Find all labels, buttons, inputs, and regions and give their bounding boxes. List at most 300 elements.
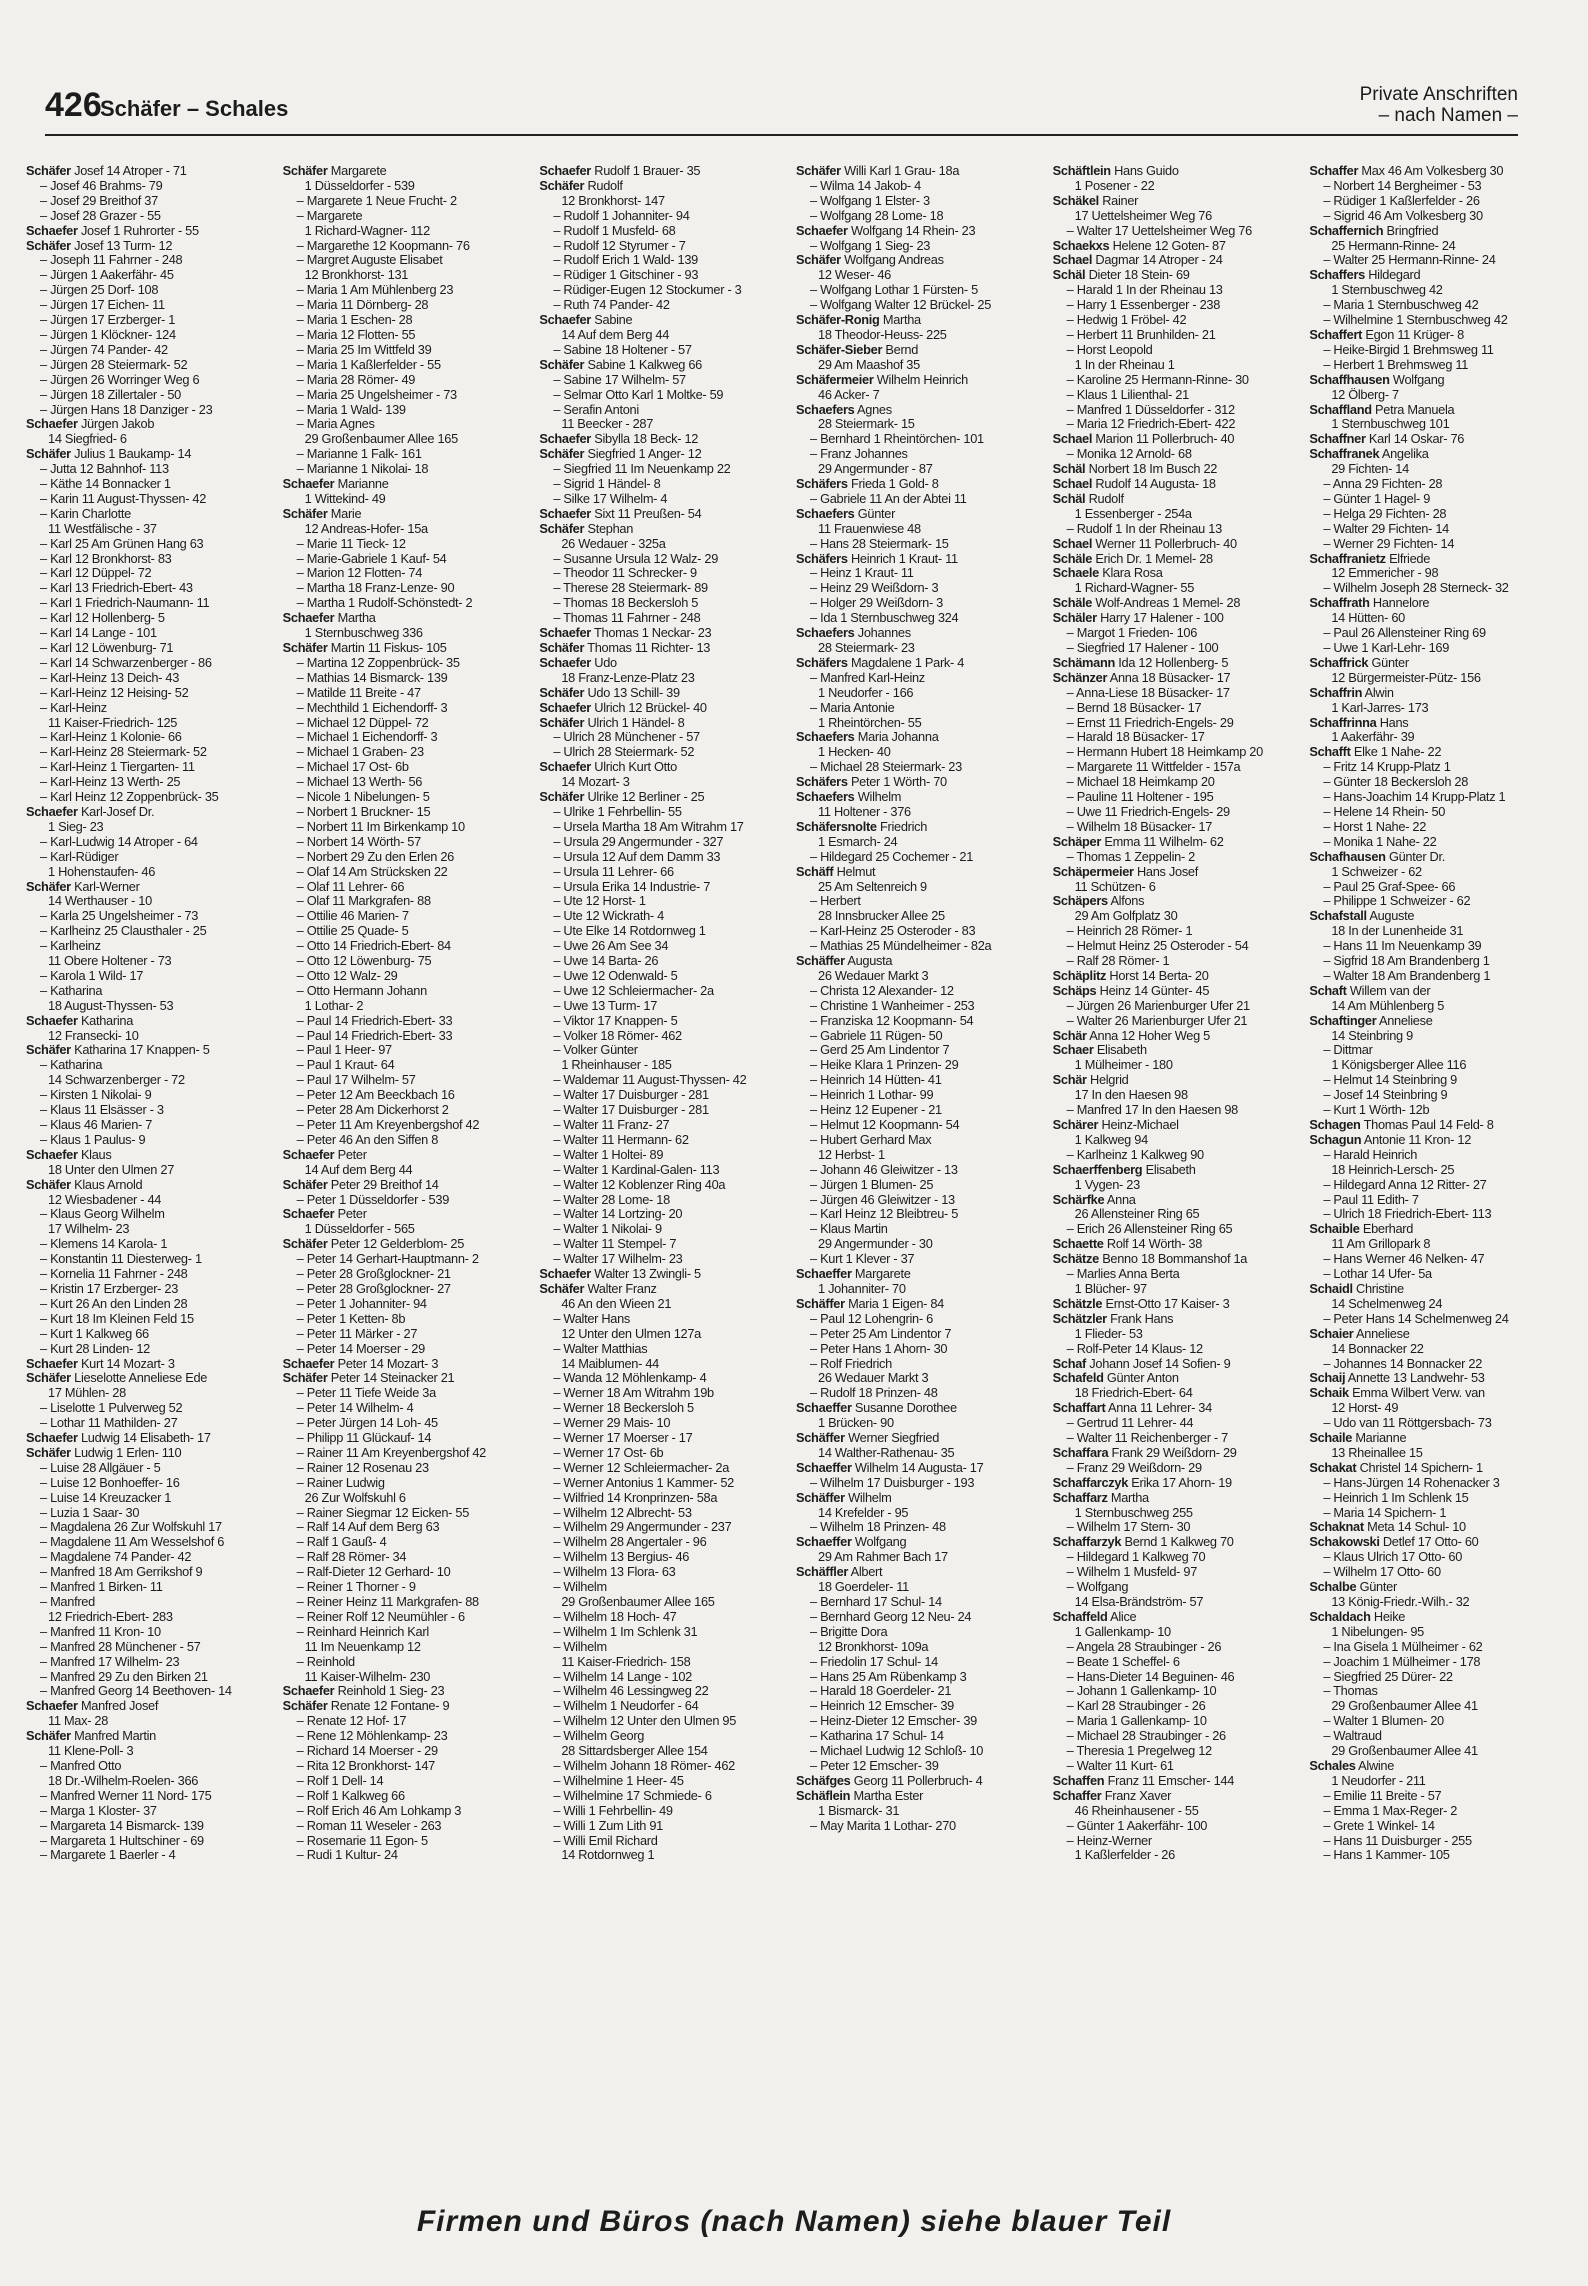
entry-details: – Walter 18 Am Brandenberg 1 <box>1323 967 1491 983</box>
directory-entry <box>26 805 277 820</box>
entry-details: Hannelore <box>1372 595 1430 611</box>
entry-details: – Käthe 14 Bonnacker 1 <box>40 476 171 492</box>
directory-entry <box>26 1684 277 1699</box>
entry-details: – Hans 11 Duisburger - 255 <box>1323 1832 1472 1848</box>
directory-entry <box>796 984 1047 999</box>
entry-details: Lieselotte Anneliese Ede <box>74 1370 208 1386</box>
entry-details: 26 Wedauer - 325a <box>561 535 666 551</box>
entry-details: – Wilhelm 13 Bergius- 46 <box>553 1549 690 1565</box>
entry-details: 11 Im Neuenkamp 12 <box>304 1638 421 1654</box>
entry-details: – Herbert 1 Brehmsweg 11 <box>1323 356 1469 372</box>
entry-details: – Klaus 11 Elsässer - 3 <box>40 1102 164 1118</box>
entry-details: – Peter 11 Märker - 27 <box>296 1325 418 1341</box>
entry-surname: Schaefer <box>539 1266 591 1282</box>
entry-details: Frieda 1 Gold- 8 <box>850 476 939 492</box>
directory-entry <box>1309 1088 1560 1103</box>
directory-entry <box>26 1357 277 1372</box>
entry-details: – Rosemarie 11 Egon- 5 <box>296 1832 428 1848</box>
entry-details: – Olaf 11 Lehrer- 66 <box>296 878 405 894</box>
entry-details: – Gertrud 11 Lehrer- 44 <box>1066 1415 1194 1431</box>
entry-surname: Schäplitz <box>1052 967 1107 983</box>
directory-entry <box>539 1446 790 1461</box>
directory-entry <box>26 462 277 477</box>
entry-surname: Schäfer <box>26 164 71 178</box>
directory-entry <box>1309 969 1560 984</box>
entry-details: – Rolf-Peter 14 Klaus- 12 <box>1066 1340 1203 1356</box>
directory-entry <box>539 224 790 239</box>
directory-entry <box>1309 1357 1560 1372</box>
directory-entry <box>539 343 790 358</box>
entry-surname: Schäfer <box>282 1236 328 1252</box>
directory-entry <box>26 1103 277 1118</box>
entry-details: – Franz 29 Weißdorn- 29 <box>1066 1459 1202 1475</box>
directory-entry <box>796 224 1047 239</box>
entry-details: 14 Hütten- 60 <box>1331 610 1405 626</box>
entry-details: – Manfred <box>40 1594 95 1609</box>
entry-details: 1 Flieder- 53 <box>1074 1325 1143 1341</box>
entry-details: Hans <box>1379 714 1409 730</box>
entry-details: – Gabriele 11 Rügen- 50 <box>810 1027 943 1043</box>
directory-entry <box>283 1088 534 1103</box>
directory-entry <box>283 1714 534 1729</box>
directory-entry <box>283 1207 534 1222</box>
entry-details: – Bernd 18 Büsacker- 17 <box>1066 699 1202 715</box>
entry-surname: Schaefers <box>796 625 855 641</box>
entry-details: – Ralf 28 Römer- 1 <box>1066 953 1170 969</box>
entry-details: – Peter Hans 14 Schelmenweg 24 <box>1323 1310 1509 1326</box>
entry-details: – Michael 1 Graben- 23 <box>296 744 424 760</box>
entry-details: – Theresia 1 Pregelweg 12 <box>1066 1743 1212 1759</box>
entry-details: Antonie 11 Kron- 12 <box>1363 1131 1472 1147</box>
directory-entry <box>539 1610 790 1625</box>
directory-entry <box>539 403 790 418</box>
entry-details: – Walter 17 Duisburger - 281 <box>553 1102 709 1118</box>
directory-entry <box>539 1178 790 1193</box>
entry-surname: Schäl <box>1052 490 1086 506</box>
directory-entry <box>796 790 1047 805</box>
directory-entry <box>796 686 1047 701</box>
entry-details: – Michael 13 Werth- 56 <box>296 774 423 790</box>
entry-details: – Reinhard Heinrich Karl <box>296 1623 429 1639</box>
directory-entry <box>1053 999 1304 1014</box>
directory-entry <box>26 1535 277 1550</box>
entry-details: 18 Friedrich-Ebert- 64 <box>1074 1385 1193 1401</box>
directory-entry <box>796 1401 1047 1416</box>
directory-entry <box>283 552 534 567</box>
directory-entry <box>796 1416 1047 1431</box>
entry-details: 1 Rheinhauser - 185 <box>561 1057 672 1073</box>
directory-entry <box>539 1431 790 1446</box>
entry-details: 17 Uettelsheimer Weg 76 <box>1074 207 1212 223</box>
directory-entry <box>1053 209 1304 224</box>
directory-entry <box>539 1655 790 1670</box>
entry-details: – Jürgen 1 Klöckner- 124 <box>40 326 176 342</box>
directory-entry <box>1309 358 1560 373</box>
directory-entry <box>796 850 1047 865</box>
directory-entry <box>26 1014 277 1029</box>
entry-details: – Margarete 11 Wittfelder - 157a <box>1066 759 1241 775</box>
entry-details: – Margareta 1 Hultschiner - 69 <box>40 1832 204 1848</box>
entry-details: – Bernhard 1 Rheintörchen- 101 <box>810 431 984 447</box>
entry-details: – Heinrich 14 Hütten- 41 <box>810 1072 942 1088</box>
entry-surname: Schäfers <box>796 550 848 566</box>
entry-details: 13 König-Friedr.-Wilh.- 32 <box>1331 1594 1470 1609</box>
entry-details: Josef 14 Atroper - 71 <box>74 164 187 178</box>
entry-details: – Uwe 26 Am See 34 <box>553 938 669 954</box>
directory-entry <box>283 1148 534 1163</box>
entry-details: – Klaus Martin <box>810 1221 888 1237</box>
directory-entry <box>283 969 534 984</box>
entry-details: – Sigrid 46 Am Volkesberg 30 <box>1323 207 1483 223</box>
entry-details: – Ottilie 25 Quade- 5 <box>296 923 409 939</box>
directory-entry <box>1053 1088 1304 1103</box>
entry-details: – Maria 14 Spichern- 1 <box>1323 1504 1447 1520</box>
entry-details: 14 Werthauser - 10 <box>48 893 152 909</box>
directory-entry <box>283 805 534 820</box>
directory-entry <box>283 1103 534 1118</box>
directory-entry <box>1053 253 1304 268</box>
directory-entry <box>1309 1565 1560 1580</box>
directory-entry <box>26 880 277 895</box>
entry-details: 14 Auf dem Berg 44 <box>561 326 670 342</box>
entry-details: Martha <box>1110 1489 1149 1505</box>
entry-details: – Theodor 11 Schrecker- 9 <box>553 565 697 581</box>
entry-details: – Peter Jürgen 14 Loh- 45 <box>296 1415 438 1431</box>
entry-details: Christine <box>1356 1280 1404 1296</box>
directory-entry <box>26 1819 277 1834</box>
entry-details: Erika 17 Ahorn- 19 <box>1131 1474 1232 1490</box>
entry-details: – Karl-Heinz 1 Tiergarten- 11 <box>40 759 195 775</box>
directory-entry <box>283 880 534 895</box>
directory-entry <box>539 730 790 745</box>
directory-entry <box>796 1133 1047 1148</box>
directory-entry <box>26 1133 277 1148</box>
entry-details: 18 In der Lunenheide 31 <box>1331 923 1464 939</box>
directory-entry <box>283 462 534 477</box>
entry-details: – Hans 28 Steiermark- 15 <box>810 535 949 551</box>
entry-details: – Anna-Liese 18 Büsacker- 17 <box>1066 684 1230 700</box>
directory-entry <box>283 209 534 224</box>
entry-details: – Walter 14 Lortzing- 20 <box>553 1206 683 1222</box>
directory-entry <box>539 790 790 805</box>
directory-entry <box>539 1207 790 1222</box>
entry-details: Ulrich Kurt Otto <box>594 759 677 775</box>
entry-details: – Klaus 46 Marien- 7 <box>40 1117 153 1132</box>
entry-details: 29 Am Maashof 35 <box>818 356 920 372</box>
directory-entry <box>283 403 534 418</box>
entry-details: – Heinz 29 Weißdorn- 3 <box>810 580 939 596</box>
directory-entry <box>539 1029 790 1044</box>
directory-entry <box>1309 1446 1560 1461</box>
directory-entry <box>283 1133 534 1148</box>
directory-entry <box>1053 954 1304 969</box>
directory-entry <box>796 1088 1047 1103</box>
directory-entry <box>539 1535 790 1550</box>
entry-surname: Schätzle <box>1052 1295 1103 1311</box>
entry-details: 28 Sittardsberger Allee 154 <box>561 1743 708 1759</box>
entry-details: 1 Sternbuschweg 336 <box>304 625 423 641</box>
entry-surname: Schael <box>1052 431 1093 447</box>
directory-entry <box>796 1207 1047 1222</box>
entry-details: – Marie 11 Tieck- 12 <box>296 535 406 551</box>
entry-surname: Schäfges <box>796 1772 851 1788</box>
directory-entry <box>796 522 1047 537</box>
entry-details: – Herbert <box>810 893 861 909</box>
directory-entry <box>1053 1312 1304 1327</box>
entry-surname: Schaefer <box>26 803 78 819</box>
directory-entry <box>1309 1491 1560 1506</box>
entry-details: – Manfred 17 Wilhelm- 23 <box>40 1653 180 1669</box>
entry-details: – Margot 1 Frieden- 106 <box>1066 625 1198 641</box>
directory-entry <box>796 373 1047 388</box>
directory-entry <box>1053 552 1304 567</box>
directory-entry <box>1309 894 1560 909</box>
directory-entry <box>1053 1058 1304 1073</box>
entry-details: – Kurt 18 Im Kleinen Feld 15 <box>40 1310 194 1326</box>
entry-details: Udo <box>594 654 617 670</box>
directory-entry <box>26 656 277 671</box>
entry-details: Bernd <box>885 341 919 357</box>
directory-entry <box>283 581 534 596</box>
entry-details: – Peter 14 Moerser - 29 <box>296 1340 425 1356</box>
entry-details: – Katharina <box>40 982 103 998</box>
entry-details: Harry 17 Halener - 100 <box>1100 610 1224 626</box>
directory-entry <box>796 1595 1047 1610</box>
entry-details: 14 Steinbring 9 <box>1331 1027 1413 1043</box>
entry-details: Dieter 18 Stein- 69 <box>1088 267 1190 283</box>
directory-entry <box>1309 432 1560 447</box>
entry-details: 14 Krefelder - 95 <box>818 1504 909 1520</box>
entry-details: – Ralf-Dieter 12 Gerhard- 10 <box>296 1564 451 1580</box>
directory-entry <box>283 447 534 462</box>
directory-entry <box>26 239 277 254</box>
entry-details: Christel 14 Spichern- 1 <box>1359 1459 1483 1475</box>
entry-surname: Schäffer <box>796 1430 845 1446</box>
directory-entry <box>1309 403 1560 418</box>
entry-details: 11 Max- 28 <box>48 1713 109 1729</box>
directory-entry <box>796 1342 1047 1357</box>
directory-entry <box>539 1476 790 1491</box>
entry-details: – Richard 14 Moerser - 29 <box>296 1743 438 1759</box>
directory-entry <box>796 1520 1047 1535</box>
directory-entry <box>1309 1699 1560 1714</box>
entry-details: – Johann 46 Gleiwitzer - 13 <box>810 1161 958 1177</box>
directory-entry <box>283 1595 534 1610</box>
entry-details: 1 Düsseldorfer - 539 <box>304 177 415 193</box>
entry-details: – Franziska 12 Koopmann- 54 <box>810 1012 974 1028</box>
directory-entry <box>26 775 277 790</box>
entry-details: – Manfred 18 Am Gerrikshof 9 <box>40 1564 203 1580</box>
directory-entry <box>283 671 534 686</box>
entry-details: – Rainer 11 Am Kreyenbergshof 42 <box>296 1444 487 1460</box>
entry-surname: Schäffer <box>796 1489 845 1505</box>
directory-entry <box>539 1088 790 1103</box>
entry-details: Sixt 11 Preußen- 54 <box>594 505 702 521</box>
entry-details: – Manfred 1 Birken- 11 <box>40 1579 163 1595</box>
entry-surname: Schaefers <box>796 729 855 745</box>
directory-entry <box>26 1267 277 1282</box>
directory-entry <box>1053 1252 1304 1267</box>
directory-entry <box>796 1327 1047 1342</box>
entry-details: – Michael 28 Steiermark- 23 <box>810 759 962 775</box>
entry-details: – Manfred 29 Zu den Birken 21 <box>40 1668 208 1684</box>
directory-entry <box>283 239 534 254</box>
entry-surname: Schäfer <box>539 714 585 730</box>
entry-details: – Kurt 28 Linden- 12 <box>40 1340 150 1356</box>
directory-column-6 <box>1309 164 1560 2144</box>
directory-entry <box>1309 566 1560 581</box>
entry-surname: Schafft <box>1309 744 1351 760</box>
section-title-line2: – nach Namen – <box>1378 105 1518 126</box>
entry-details: 29 Am Rahmer Bach 17 <box>818 1549 948 1565</box>
directory-entry <box>1053 716 1304 731</box>
directory-entry <box>283 1237 534 1252</box>
directory-entry <box>1309 1118 1560 1133</box>
directory-entry <box>283 1804 534 1819</box>
directory-entry <box>283 1357 534 1372</box>
entry-details: – Siegfried 17 Halener - 100 <box>1066 640 1219 655</box>
directory-entry <box>539 1327 790 1342</box>
directory-entry <box>283 835 534 850</box>
entry-details: 17 In den Haesen 98 <box>1074 1087 1188 1103</box>
entry-details: – Bernhard 17 Schul- 14 <box>810 1594 942 1609</box>
directory-column-4 <box>796 164 1047 2144</box>
directory-entry <box>1053 507 1304 522</box>
directory-entry <box>1309 835 1560 850</box>
entry-surname: Schäfer <box>539 177 585 193</box>
directory-entry <box>796 954 1047 969</box>
entry-details: Elisabeth <box>1096 1042 1147 1058</box>
directory-entry <box>1309 1073 1560 1088</box>
entry-details: 1 In der Rheinau 1 <box>1074 356 1175 372</box>
entry-details: – Matilde 11 Breite - 47 <box>296 684 421 700</box>
directory-entry <box>1053 1103 1304 1118</box>
directory-entry <box>539 1222 790 1237</box>
directory-entry <box>796 1431 1047 1446</box>
directory-entry <box>1053 656 1304 671</box>
entry-details: – Harald 1 In der Rheinau 13 <box>1066 282 1223 298</box>
directory-entry <box>1309 1819 1560 1834</box>
directory-entry <box>283 1073 534 1088</box>
directory-entry <box>283 1759 534 1774</box>
entry-details: – Gerd 25 Am Lindentor 7 <box>810 1042 950 1058</box>
entry-details: 1 Sternbuschweg 101 <box>1331 416 1450 432</box>
entry-details: – Thomas 1 Zeppelin- 2 <box>1066 848 1195 864</box>
directory-entry <box>539 775 790 790</box>
directory-entry <box>283 1371 534 1386</box>
directory-entry <box>796 1178 1047 1193</box>
directory-entry <box>26 403 277 418</box>
directory-entry <box>1309 1550 1560 1565</box>
directory-entry <box>1309 1163 1560 1178</box>
entry-details: – Klaus Ulrich 17 Otto- 60 <box>1323 1549 1463 1565</box>
directory-entry <box>26 596 277 611</box>
directory-entry <box>796 581 1047 596</box>
directory-entry <box>26 850 277 865</box>
directory-entry <box>1053 865 1304 880</box>
directory-entry <box>283 730 534 745</box>
directory-column-2 <box>283 164 534 2144</box>
entry-details: – Rudolf 12 Styrumer - 7 <box>553 237 686 253</box>
entry-details: – Wilhelm 18 Prinzen- 48 <box>810 1519 946 1535</box>
entry-details: Wolfgang Andreas <box>844 252 944 268</box>
header-rule <box>45 134 1518 136</box>
directory-entry <box>1053 388 1304 403</box>
entry-details: – Maria 1 Wald- 139 <box>296 401 406 417</box>
entry-details: – Ottilie 46 Marien- 7 <box>296 908 409 924</box>
entry-details: – Karl 12 Löwenburg- 71 <box>40 640 174 655</box>
directory-entry <box>1053 1565 1304 1580</box>
entry-details: – Werner 12 Schleiermacher- 2a <box>553 1459 730 1475</box>
directory-entry <box>26 969 277 984</box>
directory-entry <box>539 835 790 850</box>
directory-entry <box>1053 1520 1304 1535</box>
entry-details: – Rudolf 1 Musfeld- 68 <box>553 222 676 238</box>
directory-entry <box>26 686 277 701</box>
entry-details: Annette 13 Landwehr- 53 <box>1347 1370 1485 1386</box>
entry-surname: Schäl <box>1052 461 1086 477</box>
entry-details: – Ulrich 28 Steiermark- 52 <box>553 744 695 760</box>
entry-details: 12 Bronkhorst- 147 <box>561 192 665 208</box>
entry-details: Helmut <box>836 863 876 879</box>
directory-entry <box>26 373 277 388</box>
directory-entry <box>1053 343 1304 358</box>
directory-entry <box>1053 1327 1304 1342</box>
entry-details: – Walter 11 Franz- 27 <box>553 1117 670 1132</box>
directory-entry <box>26 1744 277 1759</box>
directory-entry <box>1309 1789 1560 1804</box>
entry-details: – Hans-Joachim 14 Krupp-Platz 1 <box>1323 789 1506 805</box>
entry-details: – Peter 25 Am Lindentor 7 <box>810 1325 952 1341</box>
entry-details: – Marianne 1 Nikolai- 18 <box>296 461 429 477</box>
entry-details: Helene 12 Goten- 87 <box>1112 237 1226 253</box>
directory-entry <box>283 328 534 343</box>
directory-entry <box>26 641 277 656</box>
entry-details: 18 August-Thyssen- 53 <box>48 997 174 1013</box>
entry-details: – Marga 1 Kloster- 37 <box>40 1802 157 1818</box>
directory-entry <box>796 820 1047 835</box>
entry-surname: Schaefer <box>26 1012 78 1028</box>
entry-details: Sabine <box>594 312 633 328</box>
entry-details: Susanne Dorothee <box>854 1400 957 1416</box>
directory-entry <box>796 1699 1047 1714</box>
entry-details: Karl-Josef Dr. <box>80 803 155 819</box>
entry-details: – Marion 12 Flotten- 74 <box>296 565 423 581</box>
directory-entry <box>26 1580 277 1595</box>
entry-details: – Jürgen 1 Aakerfähr- 45 <box>40 267 174 283</box>
footer-note: Firmen und Büros (nach Namen) siehe blauer Teil <box>416 2205 1172 2238</box>
entry-details: Peter <box>337 1146 367 1162</box>
directory-entry <box>1309 164 1560 179</box>
entry-details: Ludwig 14 Elisabeth- 17 <box>80 1430 211 1446</box>
directory-entry <box>796 1580 1047 1595</box>
entry-details: Johann Josef 14 Sofien- 9 <box>1089 1355 1231 1371</box>
directory-entry <box>26 1565 277 1580</box>
entry-details: Ulrike 12 Berliner - 25 <box>587 789 705 805</box>
entry-details: Wolfgang 14 Rhein- 23 <box>850 222 976 238</box>
directory-entry <box>26 924 277 939</box>
entry-surname: Schäfer <box>282 1698 328 1714</box>
directory-entry <box>26 1163 277 1178</box>
directory-entry <box>26 1073 277 1088</box>
entry-surname: Schaffranietz <box>1309 550 1386 566</box>
directory-entry <box>283 775 534 790</box>
entry-details: – Maria 1 Eschen- 28 <box>296 312 413 328</box>
entry-surname: Schaffland <box>1309 401 1372 417</box>
directory-entry <box>796 313 1047 328</box>
directory-entry <box>1053 850 1304 865</box>
entry-details: – Ulrich 18 Friedrich-Ebert- 113 <box>1323 1206 1492 1222</box>
